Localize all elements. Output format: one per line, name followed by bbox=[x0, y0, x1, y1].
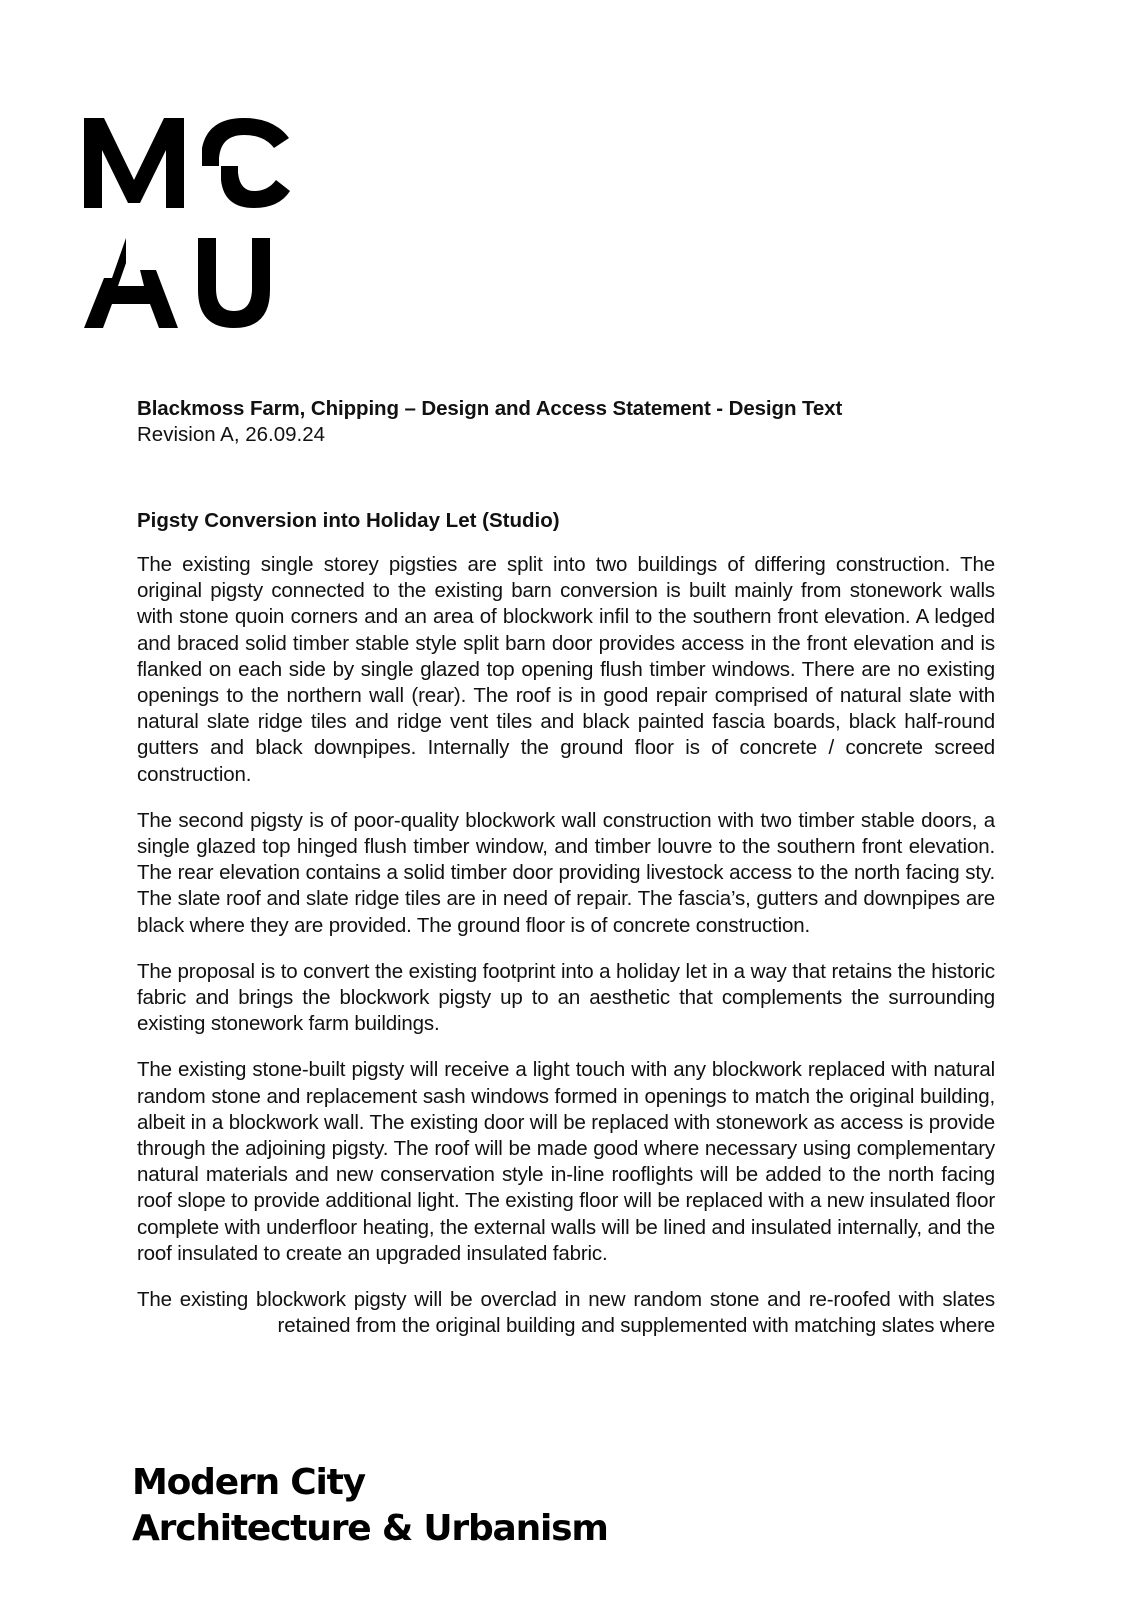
paragraph-blockwork-pigsty: The existing blockwork pigsty will be overclad in new random stone and re-roofed with slates retained from the original building and supplemented with matching slates where bbox=[137, 1288, 995, 1338]
paragraph-proposal: The proposal is to convert the existing footprint into a holiday let in a way that retains the historic fabric and brings the blockwork pigsty up to an aesthetic that complements the surrounding existing stonework farm buildings. bbox=[137, 959, 995, 1036]
footer-brand bbox=[132, 1460, 608, 1552]
document-title: Blackmoss Farm, Chipping – Design and Access Statement - Design Text bbox=[137, 397, 843, 420]
paragraph-stone-pigsty: The existing stone-built pigsty will receive a light touch with any blockwork replaced with natural random stone and replacement sash windows formed in openings to match the original building, albeit in a blockwork wall. The existing door will be replaced with stonework as access is provide through the adjoining pigsty. The roof will be made good where necessary using complementary natural materials and new conservation style in-line rooflights will be added to the north facing roof slope to provide additional light. The existing floor will be replaced with a new insulated floor complete with underfloor heating, the external walls will be lined and insulated internally, and the roof insulated to create an upgraded insulated fabric. bbox=[137, 1058, 995, 1265]
paragraph-second-pigsty: The second pigsty is of poor-quality blockwork wall construction with two timber stable doors, a single glazed top hinged flush timber window, and timber louvre to the southern front elevation. The rear elevation contains a solid timber door providing livestock access to the north facing sty. The slate roof and slate ridge tiles are in need of repair. The fascia’s, gutters and downpipes are black where they are provided. The ground floor is of concrete construction. bbox=[137, 808, 995, 937]
document-body bbox=[137, 396, 995, 1339]
mcau-logo-icon bbox=[84, 118, 294, 336]
brand-line-2: Architecture & Urbanism bbox=[132, 1508, 608, 1549]
section-heading: Pigsty Conversion into Holiday Let (Studio) bbox=[137, 509, 560, 532]
revision-date: Revision A, 26.09.24 bbox=[137, 423, 326, 446]
brand-line-1: Modern City bbox=[132, 1462, 365, 1503]
paragraph-existing-pigsties: The existing single storey pigsties are split into two buildings of differing construction. The original pigsty connected to the existing barn conversion is built mainly from stonework walls with stone quoin corners and an area of blockwork infil to the southern front elevation. A ledged and braced solid timber stable style split barn door provides access in the front elevation and is flanked on each side by single glazed top opening flush timber windows. There are no existing openings to the northern wall (rear). The roof is in good repair comprised of natural slate with natural slate ridge tiles and ridge vent tiles and black painted fascia boards, black half-round gutters and black downpipes. Internally the ground floor is of concrete / concrete screed construction. bbox=[137, 553, 995, 786]
mcau-logo bbox=[84, 118, 294, 336]
